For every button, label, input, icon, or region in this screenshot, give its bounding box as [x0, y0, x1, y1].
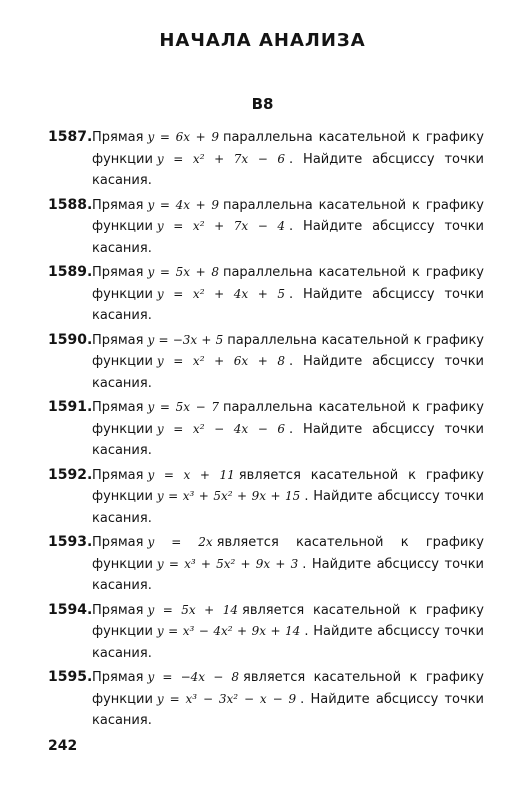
problem-number: 1591. [48, 399, 93, 415]
problem-text-part: является касательной к графику функции [92, 602, 484, 639]
problem-text-part: является касательной к графику функции [92, 467, 485, 504]
problem-text-part: параллельна касательной к графику функции [92, 197, 484, 234]
problem-text [90, 262, 484, 327]
function-equation: y = x³ − 3x² − x − 9 [156, 691, 297, 706]
problem-text-part: Прямая [92, 400, 144, 415]
function-equation: y = x³ + 5x² + 9x + 3 [156, 556, 299, 571]
problem-number: 1587. [48, 129, 93, 145]
problem-item [48, 195, 484, 260]
problem-number: 1592. [48, 466, 93, 483]
line-equation: y = −3x + 5 [147, 332, 224, 347]
problem-text [90, 195, 484, 260]
problem-text-part: . Найдите абсциссу точки касания. [92, 556, 485, 593]
line-equation: y = 6x + 9 [147, 130, 219, 144]
problem-item [48, 600, 484, 665]
section-title: В8 [251, 95, 274, 113]
problem-text-part: Прямая [92, 467, 144, 483]
problem-text-part: параллельна касательной к графику функции [92, 400, 484, 437]
problem-text-part: Прямая [92, 535, 144, 550]
problem-list [48, 127, 484, 735]
problem-item [48, 465, 484, 530]
problem-text [90, 532, 484, 597]
problem-item [48, 330, 484, 395]
problem-text [90, 600, 484, 665]
problem-text-part: Прямая [92, 602, 144, 618]
problem-number: 1593. [48, 534, 93, 550]
problem-text-part: . Найдите абсциссу точки касания. [92, 219, 484, 256]
problem-item [48, 397, 484, 462]
page-number: 242 [48, 738, 78, 754]
problem-text-part: . Найдите абсциссу точки касания. [92, 691, 484, 728]
problem-text-part: Прямая [92, 265, 144, 280]
line-equation: y = 2x [147, 535, 213, 549]
line-equation: y = −4x − 8 [147, 670, 240, 684]
line-equation: y = x + 11 [147, 467, 235, 482]
problem-number: 1594. [48, 601, 93, 618]
problem-text-part: параллельна касательной к графику функции [92, 332, 484, 369]
problem-number: 1595. [48, 669, 93, 685]
line-equation: y = 5x + 8 [147, 265, 219, 279]
problem-text-part: является касательной к графику функции [92, 670, 484, 707]
function-equation: y = x² + 7x − 4 [156, 219, 286, 233]
problem-text [90, 465, 484, 530]
problem-text-part: параллельна касательной к графику функции [92, 130, 484, 167]
problem-text-part: параллельна касательной к графику функции [92, 265, 484, 302]
problem-text-part: Прямая [92, 197, 144, 213]
problem-number: 1589. [48, 264, 93, 280]
problem-text-part: Прямая [92, 670, 144, 685]
problem-text [90, 127, 484, 192]
problem-text-part: Прямая [92, 332, 144, 348]
function-equation: y = x³ − 4x² + 9x + 14 [156, 624, 301, 638]
problem-item [48, 532, 484, 597]
line-equation: y = 4x + 9 [147, 197, 219, 212]
problem-number: 1588. [48, 196, 93, 213]
problem-text-part: Прямая [92, 130, 144, 145]
problem-item [48, 262, 484, 327]
problem-text [90, 330, 484, 395]
problem-text-part: . Найдите абсциссу точки касания. [92, 624, 484, 661]
function-equation: y = x³ + 5x² + 9x + 15 [156, 489, 301, 503]
page-title: НАЧАЛА АНАЛИЗА [159, 30, 366, 51]
problem-text-part: является касательной к графику функции [92, 535, 484, 572]
problem-item [48, 127, 484, 192]
problem-text-part: . Найдите абсциссу точки касания. [92, 489, 484, 526]
problem-number: 1590. [48, 331, 93, 348]
problem-text-part: . Найдите абсциссу точки касания. [92, 286, 484, 323]
problem-text-part: . Найдите абсциссу точки касания. [92, 354, 484, 391]
function-equation: y = x² − 4x − 6 [156, 421, 286, 436]
function-equation: y = x² + 6x + 8 [156, 354, 286, 368]
problem-text [90, 667, 484, 732]
function-equation: y = x² + 4x + 5 [156, 286, 286, 301]
problem-text-part: . Найдите абсциссу точки касания. [92, 151, 484, 188]
line-equation: y = 5x − 7 [147, 400, 219, 414]
line-equation: y = 5x + 14 [147, 602, 239, 617]
problem-text-part: . Найдите абсциссу точки касания. [92, 421, 484, 458]
problem-item [48, 667, 484, 732]
problem-text [90, 397, 484, 462]
function-equation: y = x² + 7x − 6 [156, 151, 286, 166]
